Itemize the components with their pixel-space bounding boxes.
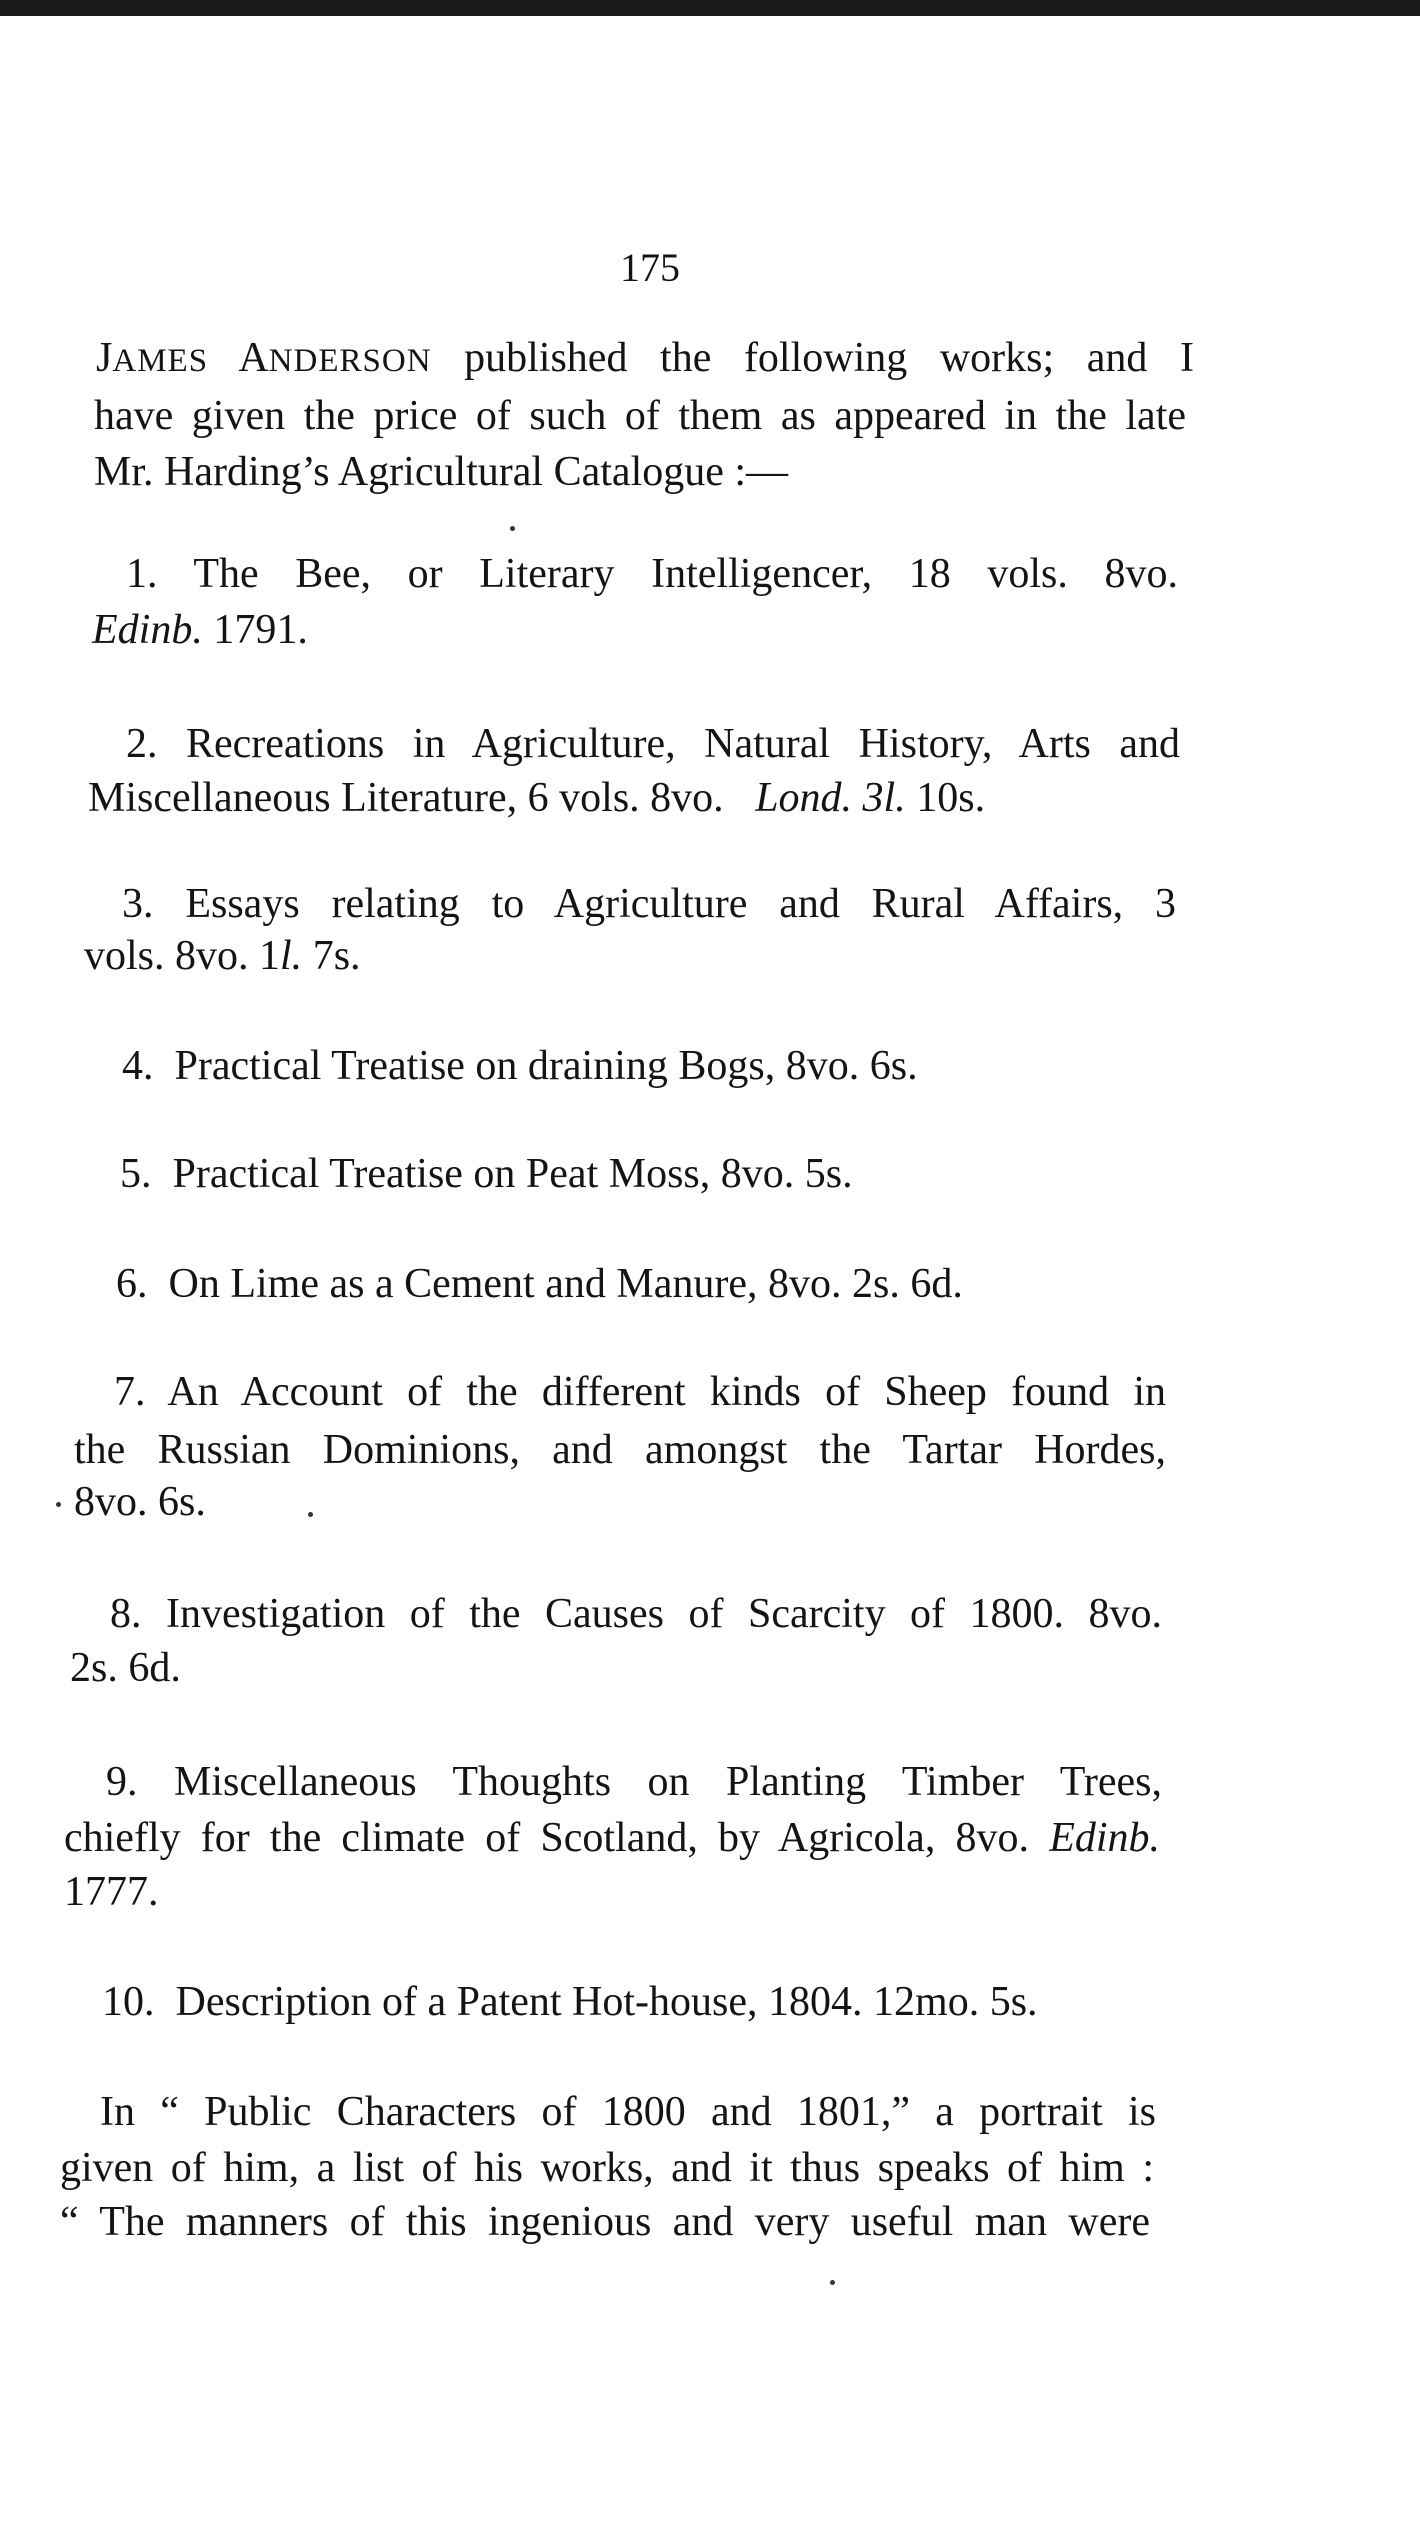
work-number: 1.: [126, 551, 158, 597]
closing-line-1: In “ Public Characters of 1800 and 1801,” a portrait is: [100, 2089, 1156, 2135]
intro-line-1: JAMES ANDERSON published the following works; and I: [96, 335, 1194, 381]
top-rule: [0, 0, 1420, 16]
scan-speck: [56, 1502, 61, 1507]
work-10-line-1: 10. Description of a Patent Hot-house, 1804. 12mo. 5s.: [102, 1979, 1038, 2025]
work-number: 6.: [116, 1261, 148, 1307]
work-number: 8.: [110, 1591, 142, 1637]
closing-line-3: “ The manners of this ingenious and very useful man were: [60, 2199, 1150, 2245]
work-9-line-2: chiefly for the climate of Scotland, by Agricola, 8vo. Edinb.: [64, 1815, 1161, 1861]
work-3-line-2: vols. 8vo. 1l. 7s.: [84, 933, 361, 979]
author-name: JAMES ANDERSON: [96, 335, 432, 381]
work-number: 3.: [122, 881, 154, 927]
intro-line-3: Mr. Harding’s Agricultural Catalogue :—: [94, 449, 789, 495]
work-number: 2.: [126, 721, 158, 767]
work-1-line-1: 1. The Bee, or Literary Intelligencer, 18 vols. 8vo.: [126, 551, 1178, 597]
work-9-line-3: 1777.: [64, 1869, 159, 1915]
work-7-line-3: 8vo. 6s.: [74, 1479, 206, 1525]
work-9-line-1: 9. Miscellaneous Thoughts on Planting Timber Trees,: [106, 1759, 1162, 1805]
scan-speck: [830, 2280, 835, 2285]
work-2-line-2: Miscellaneous Literature, 6 vols. 8vo. Lond. 3l. 10s.: [88, 775, 986, 821]
scan-speck: [308, 1512, 313, 1517]
work-1-line-2: Edinb. 1791.: [92, 607, 308, 653]
intro-line-2: have given the price of such of them as appeared in the late: [94, 393, 1186, 439]
page-number: 175: [620, 245, 680, 290]
scan-speck: [510, 526, 515, 531]
work-7-line-1: 7. An Account of the different kinds of Sheep found in: [114, 1369, 1167, 1415]
work-number: 9.: [106, 1759, 138, 1805]
work-2-line-1: 2. Recreations in Agriculture, Natural History, Arts and: [126, 721, 1181, 767]
closing-line-2: given of him, a list of his works, and it thus speaks of him :: [60, 2145, 1154, 2191]
work-number: 4.: [122, 1043, 154, 1089]
work-number: 7.: [114, 1369, 146, 1415]
work-6-line-1: 6. On Lime as a Cement and Manure, 8vo. 2s. 6d.: [116, 1261, 963, 1307]
work-number: 5.: [120, 1151, 152, 1197]
work-8-line-1: 8. Investigation of the Causes of Scarcity of 1800. 8vo.: [110, 1591, 1162, 1637]
work-4-line-1: 4. Practical Treatise on draining Bogs, 8vo. 6s.: [122, 1043, 918, 1089]
work-5-line-1: 5. Practical Treatise on Peat Moss, 8vo. 5s.: [120, 1151, 853, 1197]
work-8-line-2: 2s. 6d.: [70, 1645, 181, 1691]
work-7-line-2: the Russian Dominions, and amongst the Tartar Hordes,: [74, 1427, 1166, 1473]
work-number: 10.: [102, 1979, 155, 2025]
work-3-line-1: 3. Essays relating to Agriculture and Rural Affairs, 3: [122, 881, 1176, 927]
